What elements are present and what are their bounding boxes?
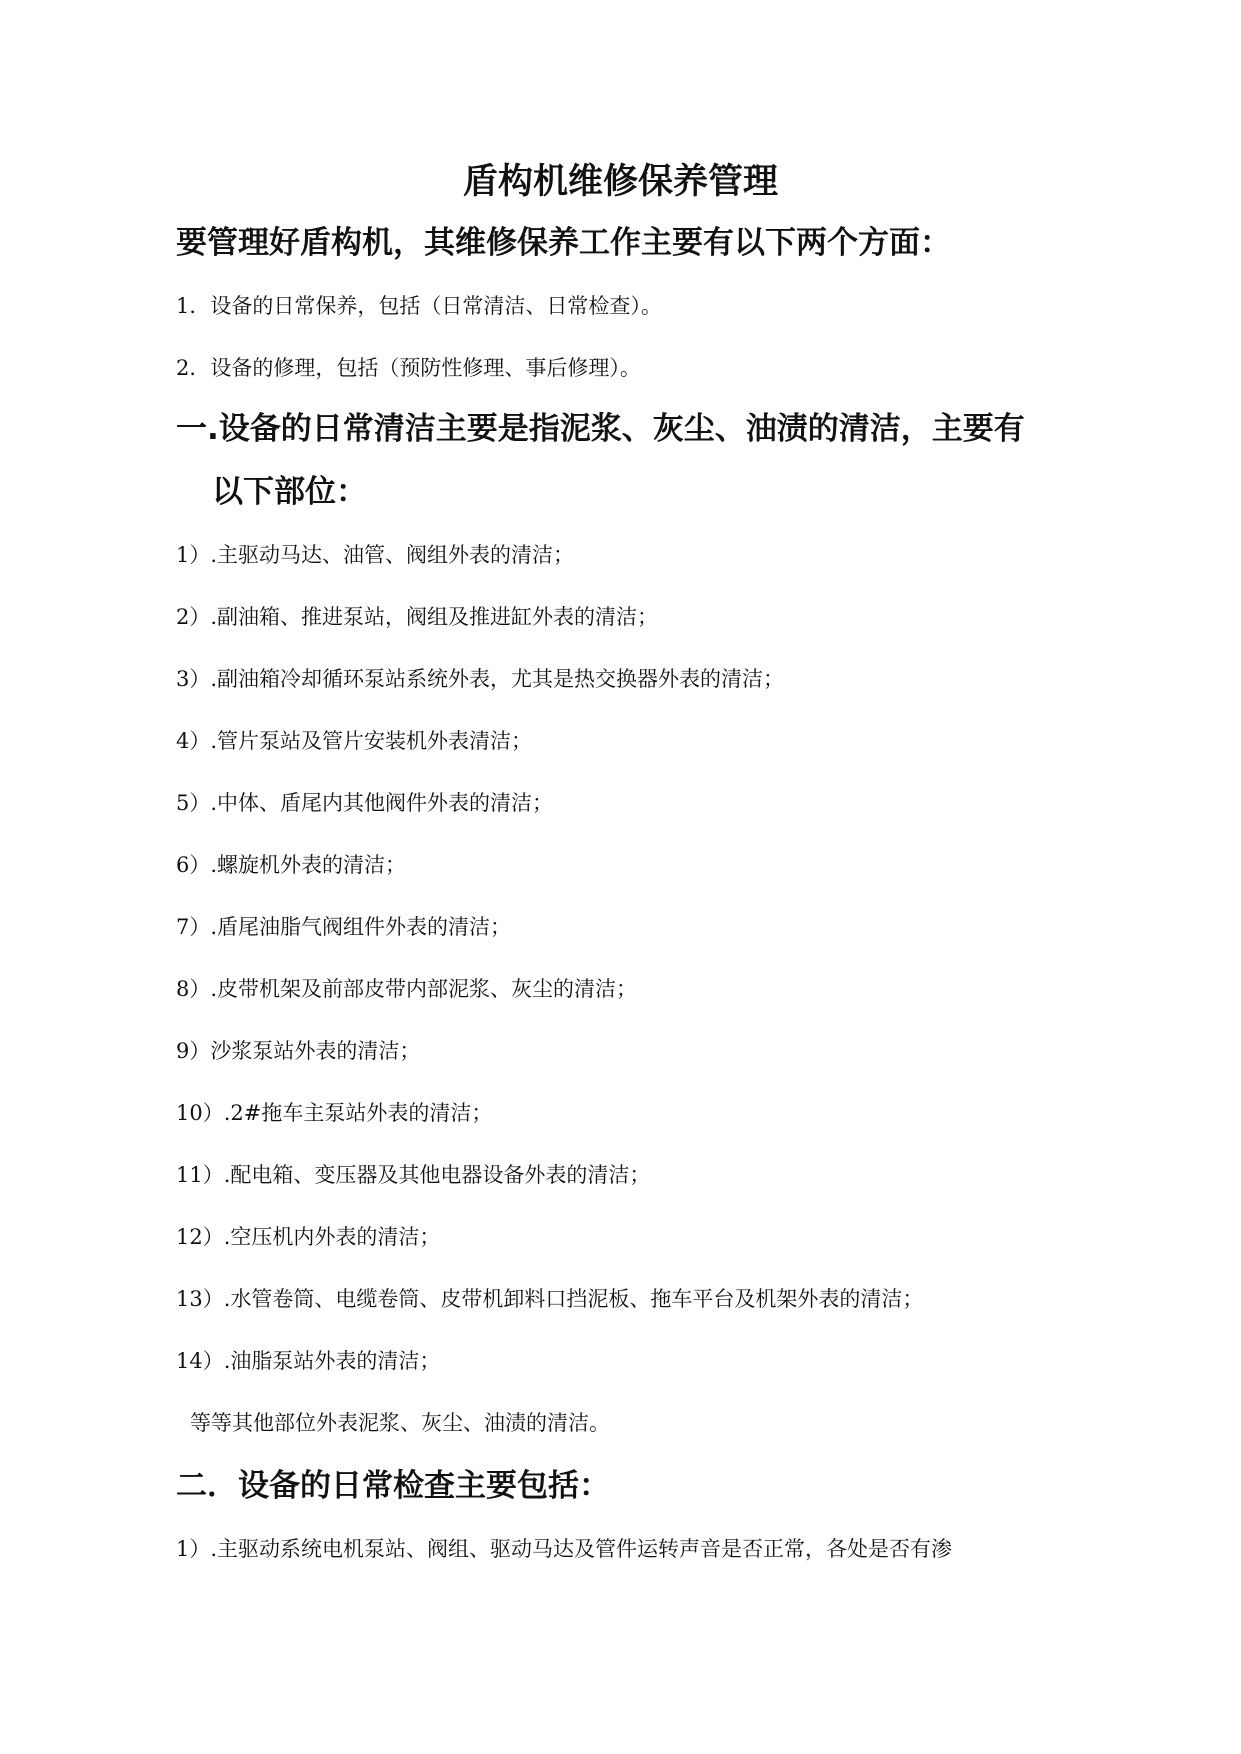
document-title: 盾构机维修保养管理 — [462, 162, 778, 202]
section1-list-item: 13）.水管卷筒、电缆卷筒、皮带机卸料口挡泥板、拖车平台及机架外表的清洁； — [176, 1287, 924, 1311]
section1-list-item: 7）.盾尾油脂气阀组件外表的清洁； — [176, 915, 512, 939]
section2-list-item: 1）.主驱动系统电机泵站、阀组、驱动马达及管件运转声音是否正常，各处是否有渗 — [176, 1537, 953, 1561]
section1-heading: 一.设备的日常清洁主要是指泥浆、灰尘、油渍的清洁，主要有 — [176, 411, 1025, 447]
intro-item: 1．设备的日常保养，包括（日常清洁、日常检查）。 — [176, 294, 662, 318]
section1-list-item: 14）.油脂泵站外表的清洁； — [176, 1349, 441, 1373]
section1-list-item: 9）沙浆泵站外表的清洁； — [176, 1039, 421, 1063]
section1-list-item: 3）.副油箱冷却循环泵站系统外表，尤其是热交换器外表的清洁； — [176, 667, 785, 691]
intro-heading: 要管理好盾构机，其维修保养工作主要有以下两个方面： — [176, 225, 951, 261]
section1-list-item: 5）.中体、盾尾内其他阀件外表的清洁； — [176, 791, 554, 815]
section1-list-item: 6）.螺旋机外表的清洁； — [176, 853, 407, 877]
section1-list-item: 11）.配电箱、变压器及其他电器设备外表的清洁； — [176, 1163, 651, 1187]
section1-closing: 等等其他部位外表泥浆、灰尘、油渍的清洁。 — [190, 1411, 610, 1435]
section1-list-item: 2）.副油箱、推进泵站，阀组及推进缸外表的清洁； — [176, 605, 659, 629]
section1-list-item: 10）.2#拖车主泵站外表的清洁； — [176, 1101, 493, 1125]
intro-item: 2．设备的修理，包括（预防性修理、事后修理）。 — [176, 356, 641, 380]
section1-list-item: 1）.主驱动马达、油管、阀组外表的清洁； — [176, 543, 575, 567]
section2-heading: 二．设备的日常检查主要包括： — [176, 1468, 610, 1504]
section1-heading-continued: 以下部位： — [212, 474, 367, 510]
section1-list-item: 8）.皮带机架及前部皮带内部泥浆、灰尘的清洁； — [176, 977, 638, 1001]
section1-list-item: 4）.管片泵站及管片安装机外表清洁； — [176, 729, 533, 753]
section1-list-item: 12）.空压机内外表的清洁； — [176, 1225, 441, 1249]
